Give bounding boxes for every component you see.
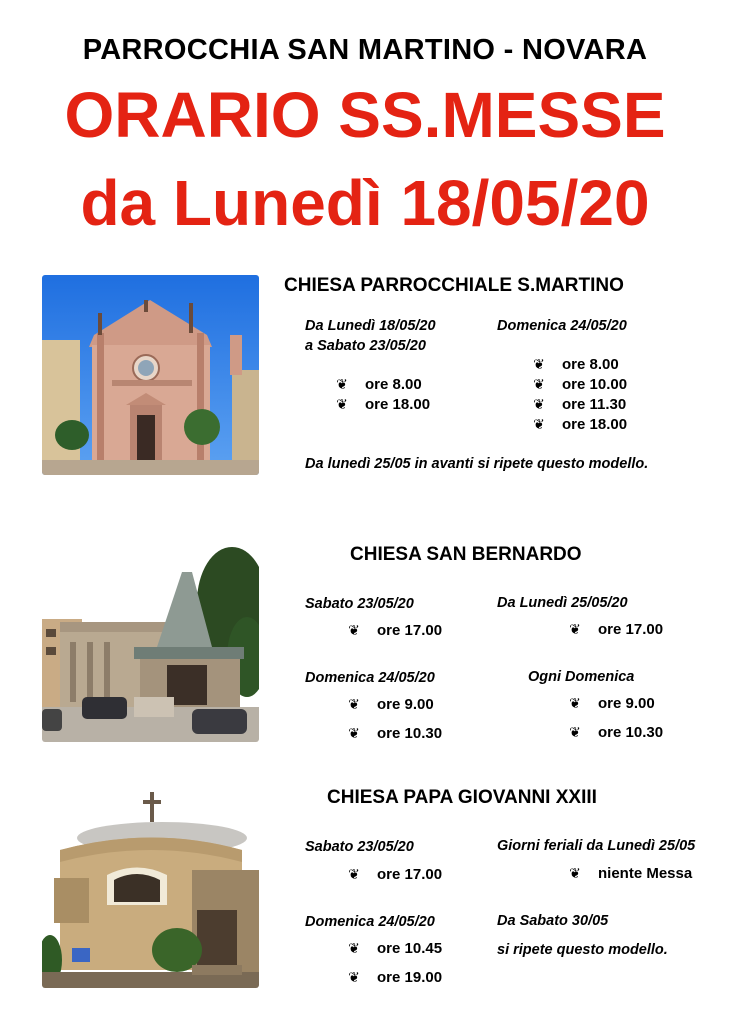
fleuron-bullet-icon: ❦: [348, 725, 360, 741]
fleuron-bullet-icon: ❦: [569, 724, 581, 740]
parish-name: PARROCCHIA SAN MARTINO - NOVARA: [82, 34, 648, 66]
san-bernardo-weekday-label: Da Lunedì 25/05/20: [497, 595, 628, 611]
fleuron-bullet-icon: ❦: [569, 695, 581, 711]
fleuron-bullet-icon: ❦: [533, 356, 545, 372]
papa-giovanni-repeat-label-start: Da Sabato 30/05: [497, 913, 609, 929]
fleuron-bullet-icon: ❦: [569, 865, 581, 881]
fleuron-bullet-icon: ❦: [533, 416, 545, 432]
fleuron-bullet-icon: ❦: [348, 969, 360, 985]
papa-giovanni-saturday-label: Sabato 23/05/20: [305, 839, 414, 855]
fleuron-bullet-icon: ❦: [336, 396, 348, 412]
san-bernardo-sunday-label: Domenica 24/05/20: [305, 670, 435, 686]
san-martino-sunday-time: ❦ ore 8.00: [530, 356, 619, 373]
san-martino-church-name: CHIESA PARROCCHIALE S.MARTINO: [284, 275, 624, 296]
papa-giovanni-weekday-label: Giorni feriali da Lunedì 25/05: [497, 838, 696, 854]
papa-giovanni-sunday-time: ❦ ore 19.00: [345, 969, 442, 986]
san-bernardo-sunday-time: ❦ ore 10.30: [345, 725, 442, 742]
san-martino-weekday-time: ❦ ore 8.00: [333, 376, 422, 393]
san-martino-church-photo: [42, 275, 259, 475]
papa-giovanni-sunday-label: Domenica 24/05/20: [305, 914, 435, 930]
fleuron-bullet-icon: ❦: [348, 696, 360, 712]
san-martino-weekday-label-end: a Sabato 23/05/20: [305, 338, 426, 354]
san-martino-note: Da lunedì 25/05 in avanti si ripete questo modello.: [305, 456, 649, 472]
papa-giovanni-saturday-time: ❦ ore 17.00: [345, 866, 442, 883]
fleuron-bullet-icon: ❦: [348, 940, 360, 956]
papa-giovanni-church-name: CHIESA PAPA GIOVANNI XXIII: [327, 787, 597, 808]
fleuron-bullet-icon: ❦: [348, 622, 360, 638]
papa-giovanni-church-photo: [42, 790, 259, 988]
fleuron-bullet-icon: ❦: [569, 621, 581, 637]
san-bernardo-sunday-time: ❦ ore 9.00: [345, 696, 434, 713]
san-bernardo-saturday-label: Sabato 23/05/20: [305, 596, 414, 612]
papa-giovanni-weekday-time: ❦ niente Messa: [566, 865, 692, 882]
san-martino-sunday-label: Domenica 24/05/20: [497, 318, 627, 334]
fleuron-bullet-icon: ❦: [533, 396, 545, 412]
san-martino-sunday-time: ❦ ore 10.00: [530, 376, 627, 393]
san-bernardo-saturday-time: ❦ ore 17.00: [345, 622, 442, 639]
fleuron-bullet-icon: ❦: [336, 376, 348, 392]
san-martino-sunday-time: ❦ ore 11.30: [530, 396, 626, 413]
papa-giovanni-sunday-time: ❦ ore 10.45: [345, 940, 442, 957]
fleuron-bullet-icon: ❦: [348, 866, 360, 882]
san-martino-weekday-label-start: Da Lunedì 18/05/20: [305, 318, 436, 334]
start-date-heading: da Lunedì 18/05/20: [80, 167, 650, 239]
page-title: ORARIO SS.MESSE: [64, 79, 666, 151]
san-bernardo-every-sunday-label: Ogni Domenica: [528, 669, 635, 685]
san-bernardo-every-sunday-time: ❦ ore 9.00: [566, 695, 655, 712]
san-bernardo-every-sunday-time: ❦ ore 10.30: [566, 724, 663, 741]
fleuron-bullet-icon: ❦: [533, 376, 545, 392]
san-bernardo-church-photo: [42, 547, 259, 742]
san-bernardo-church-name: CHIESA SAN BERNARDO: [350, 544, 582, 565]
papa-giovanni-repeat-label-end: si ripete questo modello.: [497, 942, 668, 958]
san-martino-sunday-time: ❦ ore 18.00: [530, 416, 627, 433]
san-bernardo-weekday-time: ❦ ore 17.00: [566, 621, 663, 638]
san-martino-weekday-time: ❦ ore 18.00: [333, 396, 430, 413]
